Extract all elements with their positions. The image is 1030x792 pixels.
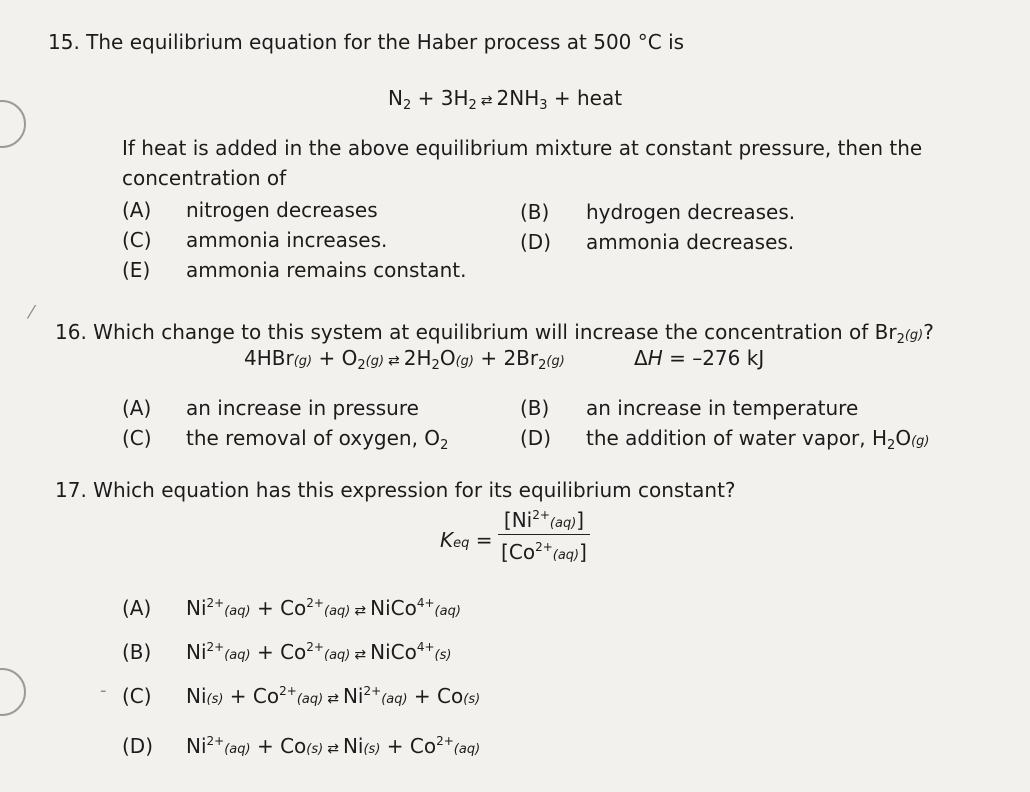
q17-opt-a-eq: $Ni^{2+}(aq) + Co^{2+}(aq)$ ⇄ NiCo$^{4+}$(aq) xyxy=(186,596,461,620)
q16-opt-a-letter: (A) xyxy=(122,396,152,420)
q16-opt-c-label: the removal of oxygen, O xyxy=(186,426,441,450)
q17-keq-label: Keq = xyxy=(440,528,493,552)
punch-hole-top xyxy=(0,100,26,148)
q16-opt-c-letter: (C) xyxy=(122,426,152,450)
q17-keq-fraction xyxy=(498,508,590,572)
q17-stem: 17. Which equation has this expression for its equilibrium constant? xyxy=(55,478,736,502)
q16-enthalpy: ΔH = –276 kJ xyxy=(634,346,765,370)
q15-body-line2: concentration of xyxy=(122,166,287,190)
q16-equation: $4HBr(g) + O_2(g)$ ⇄ $2H_2O(g) + 2Br_2(g)$ xyxy=(244,346,565,373)
pencil-dash: - xyxy=(100,680,107,701)
q16-delta-h-value: = –276 kJ xyxy=(669,346,765,370)
q17-opt-a-letter: (A) xyxy=(122,596,152,620)
q15-opt-d-text: ammonia decreases. xyxy=(586,230,795,254)
q15-opt-d-letter: (D) xyxy=(520,230,552,254)
q15-opt-c-text: ammonia increases. xyxy=(186,228,388,252)
q17-opt-c-eq: $Ni(s) + Co^{2+}(aq)$ ⇄ $Ni^{2+}(aq) + Co(s)$ xyxy=(186,684,481,708)
q17-opt-d-eq: $Ni^{2+}(aq) + Co(s)$ ⇄ $Ni(s) + Co^{2+}(aq)$ xyxy=(186,734,481,758)
punch-hole-bottom xyxy=(0,668,26,716)
q16-opt-c-text: the removal of oxygen, $O_2$ xyxy=(186,426,449,453)
q16-opt-d-label: the addition of water vapor, H xyxy=(586,426,888,450)
q17-opt-b-letter: (B) xyxy=(122,640,152,664)
q16-opt-a-text: an increase in pressure xyxy=(186,396,419,420)
q17-keq-numerator: $[Ni^{2+}(aq)]$ xyxy=(498,508,590,535)
q15-opt-b-letter: (B) xyxy=(520,200,550,224)
q15-opt-a-letter: (A) xyxy=(122,198,152,222)
q16-stem: 16. Which change to this system at equilibrium will increase the concentration of $Br_2(g)$? xyxy=(55,320,934,347)
q16-opt-d-letter: (D) xyxy=(520,426,552,450)
q17-opt-b-eq: $Ni^{2+}(aq) + Co^{2+}(aq)$ ⇄ NiCo$^{4+}$(s) xyxy=(186,640,452,664)
q16-opt-b-letter: (B) xyxy=(520,396,550,420)
q15-stem: 15. The equilibrium equation for the Haber process at 500 °C is xyxy=(48,30,685,54)
q17-opt-d-letter: (D) xyxy=(122,734,154,758)
q15-opt-e-text: ammonia remains constant. xyxy=(186,258,467,282)
q15-opt-a-text: nitrogen decreases xyxy=(186,198,378,222)
q17-opt-c-letter: (C) xyxy=(122,684,152,708)
q15-equation: $N_2 + 3H_2$ ⇄ $2NH_3$ + heat xyxy=(388,86,623,113)
q15-opt-b-text: hydrogen decreases. xyxy=(586,200,796,224)
q15-heat: + heat xyxy=(553,86,623,110)
q15-body-line1: If heat is added in the above equilibrium mixture at constant pressure, then the xyxy=(122,136,923,160)
q16-stem-text: 16. Which change to this system at equilibrium will increase the concentration of Br xyxy=(55,320,897,344)
q16-opt-b-text: an increase in temperature xyxy=(586,396,859,420)
q15-opt-e-letter: (E) xyxy=(122,258,151,282)
q15-opt-c-letter: (C) xyxy=(122,228,152,252)
pencil-mark: ⁄ xyxy=(30,302,34,323)
q17-keq-denominator: $[Co^{2+}(aq)]$ xyxy=(501,540,587,564)
q16-opt-d-text: the addition of water vapor, $H_2O(g)$ xyxy=(586,426,930,453)
